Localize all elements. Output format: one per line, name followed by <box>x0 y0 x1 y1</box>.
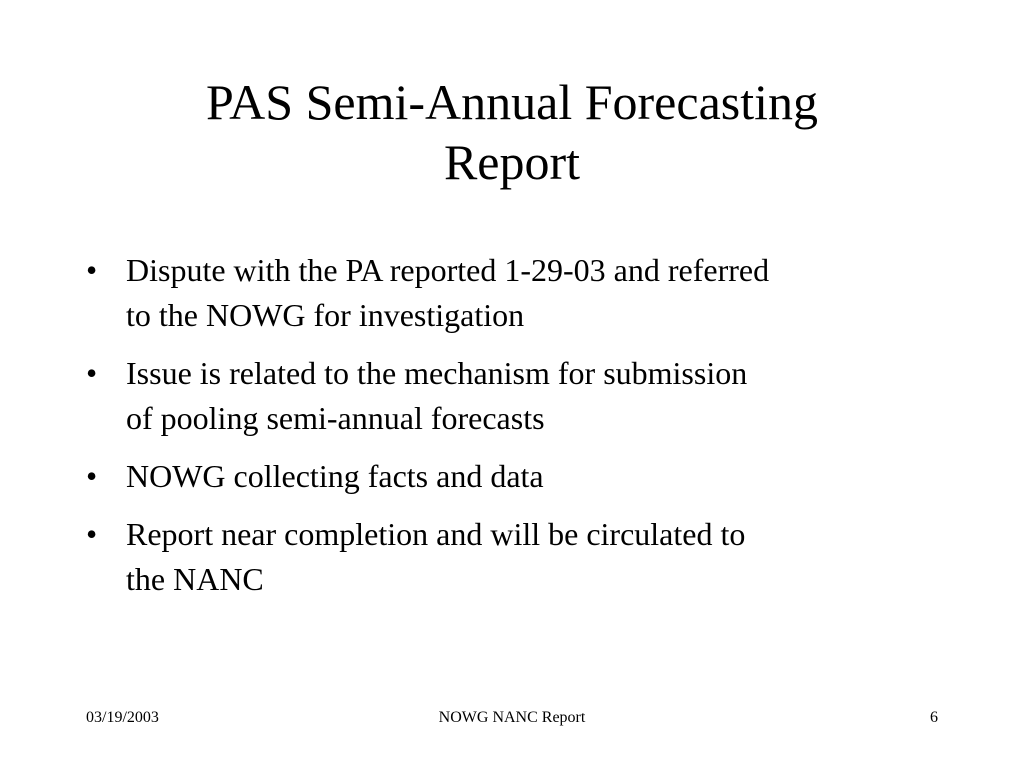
bullet-text-line: Report near completion and will be circulated to <box>126 516 746 552</box>
bullet-text-line: to the NOWG for investigation <box>126 297 525 333</box>
bullet-text-line: of pooling semi-annual forecasts <box>126 400 545 436</box>
bullet-item <box>86 454 946 499</box>
bullet-text-line: NOWG collecting facts and data <box>126 458 544 494</box>
bullet-list <box>86 248 946 615</box>
bullet-point-icon: • <box>86 516 98 552</box>
slide-title <box>90 72 934 192</box>
bullet-text-line: Dispute with the PA reported 1-29-03 and referred <box>126 252 770 288</box>
bullet-item <box>86 351 946 441</box>
bullet-item <box>86 512 946 602</box>
title-line-2: Report <box>443 134 581 190</box>
bullet-point-icon: • <box>86 458 98 494</box>
bullet-item <box>86 248 946 338</box>
title-line-1: PAS Semi-Annual Forecasting <box>205 74 819 130</box>
bullet-text-line: the NANC <box>126 561 264 597</box>
bullet-point-icon: • <box>86 252 98 288</box>
footer-date: 03/19/2003 <box>86 709 159 726</box>
footer-title: NOWG NANC Report <box>438 709 586 726</box>
bullet-point-icon: • <box>86 355 98 391</box>
page-number: 6 <box>930 709 938 726</box>
bullet-text-line: Issue is related to the mechanism for submission <box>126 355 748 391</box>
